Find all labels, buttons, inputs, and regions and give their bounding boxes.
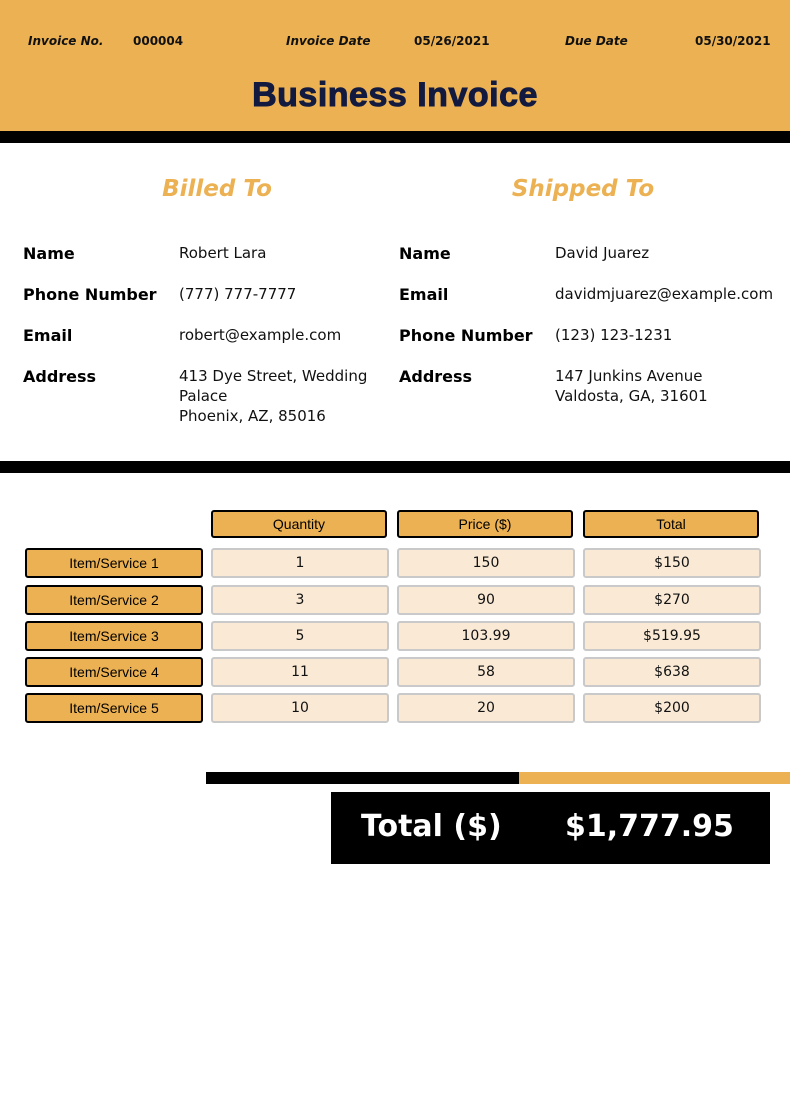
- grand-total-box: [331, 792, 770, 864]
- billed-address-line: Phoenix, AZ, 85016: [179, 407, 326, 425]
- billed-name-label: Name: [23, 244, 75, 263]
- grand-total-value: $1,777.95: [565, 809, 734, 844]
- table-row: [0, 585, 790, 615]
- page-title: Business Invoice: [252, 76, 538, 114]
- column-header-price: Price ($): [397, 510, 573, 538]
- section-divider: [0, 461, 790, 473]
- item-name-cell: Item/Service 2: [25, 585, 203, 615]
- due-date-value: 05/30/2021: [695, 34, 771, 48]
- line-total-cell: $200: [583, 693, 761, 723]
- price-cell: 58: [397, 657, 575, 687]
- header-divider: [0, 131, 790, 143]
- shipped-to-heading: Shipped To: [511, 176, 655, 202]
- invoice-number-value: 000004: [133, 34, 184, 48]
- summary-divider-dark: [206, 772, 519, 784]
- grand-total-label: Total ($): [361, 809, 502, 844]
- price-cell: 90: [397, 585, 575, 615]
- column-header-quantity: Quantity: [211, 510, 387, 538]
- billed-address-line: Palace: [179, 387, 228, 405]
- table-row: [0, 693, 790, 723]
- price-cell: 103.99: [397, 621, 575, 651]
- shipped-address-label: Address: [399, 367, 473, 386]
- invoice-date-value: 05/26/2021: [414, 34, 490, 48]
- line-total-cell: $150: [583, 548, 761, 578]
- shipped-email-value: davidmjuarez@example.com: [555, 285, 774, 303]
- shipped-phone-label: Phone Number: [399, 326, 533, 345]
- billed-phone-label: Phone Number: [23, 285, 157, 304]
- price-cell: 150: [397, 548, 575, 578]
- billed-email-value: robert@example.com: [179, 326, 342, 344]
- table-row: [0, 657, 790, 687]
- quantity-cell: 5: [211, 621, 389, 651]
- line-total-cell: $638: [583, 657, 761, 687]
- billed-to-heading: Billed To: [162, 176, 272, 202]
- quantity-cell: 11: [211, 657, 389, 687]
- item-name-cell: Item/Service 4: [25, 657, 203, 687]
- invoice-date-label: Invoice Date: [286, 34, 371, 48]
- billed-address-label: Address: [23, 367, 97, 386]
- quantity-cell: 3: [211, 585, 389, 615]
- item-name-cell: Item/Service 1: [25, 548, 203, 578]
- shipped-address-value: [555, 366, 708, 406]
- line-total-cell: $270: [583, 585, 761, 615]
- shipped-address-line: Valdosta, GA, 31601: [555, 387, 708, 405]
- item-name-cell: Item/Service 5: [25, 693, 203, 723]
- billed-address-value: [179, 366, 367, 426]
- billed-email-label: Email: [23, 326, 73, 345]
- line-total-cell: $519.95: [583, 621, 761, 651]
- invoice-number-label: Invoice No.: [28, 34, 104, 48]
- billed-name-value: Robert Lara: [179, 244, 267, 262]
- summary-divider-accent: [519, 772, 790, 784]
- due-date-label: Due Date: [565, 34, 628, 48]
- column-header-total: Total: [583, 510, 759, 538]
- shipped-phone-value: (123) 123-1231: [555, 326, 673, 344]
- table-row: [0, 621, 790, 651]
- table-row: [0, 548, 790, 578]
- invoice-header: [0, 0, 790, 131]
- item-name-cell: Item/Service 3: [25, 621, 203, 651]
- billed-address-line: 413 Dye Street, Wedding: [179, 367, 368, 385]
- price-cell: 20: [397, 693, 575, 723]
- shipped-email-label: Email: [399, 285, 449, 304]
- quantity-cell: 10: [211, 693, 389, 723]
- shipped-name-label: Name: [399, 244, 451, 263]
- shipped-address-line: 147 Junkins Avenue: [555, 367, 703, 385]
- quantity-cell: 1: [211, 548, 389, 578]
- billed-phone-value: (777) 777-7777: [179, 285, 297, 303]
- shipped-name-value: David Juarez: [555, 244, 650, 262]
